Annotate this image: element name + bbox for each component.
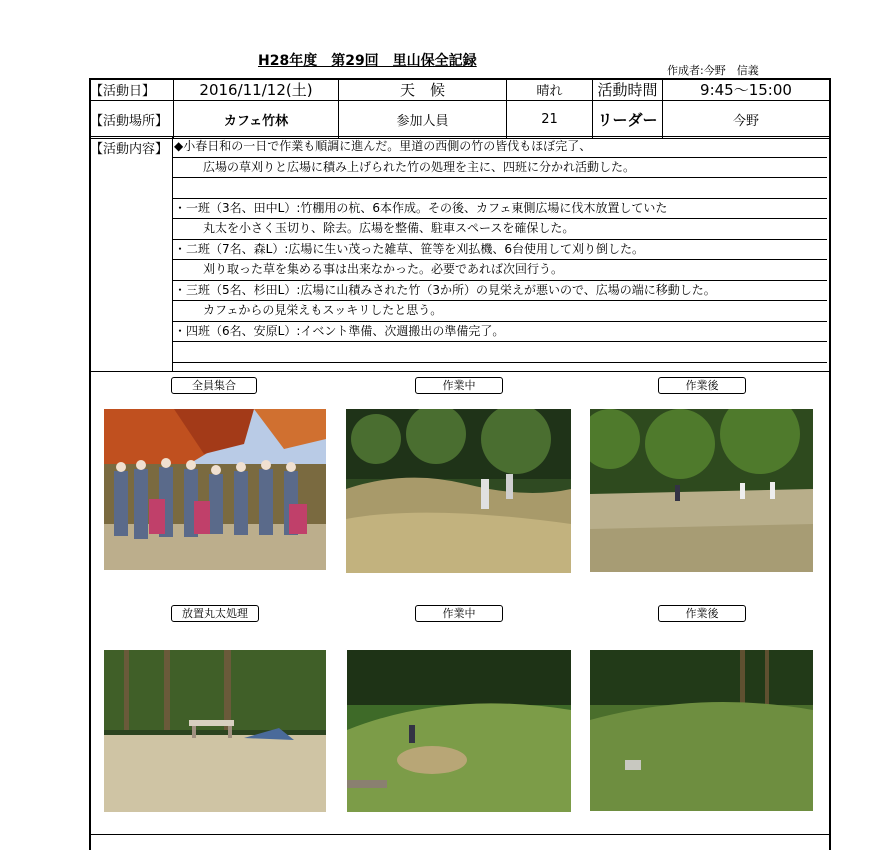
content-line: ・三班（5名、杉田L）:広場に山積みされた竹（3か所）の見栄えが悪いので、広場の端に移動した。: [173, 281, 827, 302]
content-line: ◆小春日和の一日で作業も順調に進んだ。里道の西側の竹の皆伐もほぼ完了、: [173, 137, 827, 158]
content-lines: [173, 137, 827, 382]
photo-caption: 作業中: [415, 377, 503, 394]
weather-value: 晴れ: [507, 79, 593, 101]
author-label: 作成者:今野 信義: [667, 64, 759, 77]
photo-caption: 放置丸太処理: [171, 605, 259, 622]
content-line: 広場の草刈りと広場に積み上げられた竹の処理を主に、四班に分かれ活動した。: [173, 158, 827, 179]
place-label: 【活動場所】: [90, 101, 174, 139]
photo-caption: 作業中: [415, 605, 503, 622]
after-photo: [590, 409, 813, 572]
members-label: 参加人員: [339, 101, 507, 139]
bottom-border: [89, 834, 829, 835]
info-table: [89, 78, 830, 139]
after-photo-2: [590, 650, 813, 811]
time-value: 9:45～15:00: [663, 79, 830, 101]
photo-caption: 全員集合: [171, 377, 257, 394]
content-line: [173, 342, 827, 363]
weather-label: 天 候: [339, 79, 507, 101]
members-value: 21: [507, 101, 593, 139]
work-photo-2: [347, 650, 571, 812]
content-line: ・一班（3名、田中L）:竹棚用の杭、6本作成。その後、カフェ東側広場に伐木放置していた: [173, 199, 827, 220]
content-line: ・二班（7名、森L）:広場に生い茂った雑草、笹等を刈払機、6台使用して刈り倒した。: [173, 240, 827, 261]
photo-caption: 作業後: [658, 377, 746, 394]
photo-caption: 作業後: [658, 605, 746, 622]
date-value: 2016/11/12(土): [174, 79, 339, 101]
leader-value: 今野: [663, 101, 830, 139]
content-line: 刈り取った草を集める事は出来なかった。必要であれば次回行う。: [173, 260, 827, 281]
record-title: H28年度 第29回 里山保全記録: [258, 53, 477, 69]
leader-label: リーダー: [593, 101, 663, 139]
activity-content: [89, 136, 829, 372]
content-label: 【活動内容】: [90, 142, 169, 157]
work-photo: [346, 409, 571, 573]
time-label: 活動時間: [593, 79, 663, 101]
logs-photo: [104, 650, 326, 812]
place-value: カフェ竹林: [174, 101, 339, 139]
content-line: ・四班（6名、安原L）:イベント準備、次週搬出の準備完了。: [173, 322, 827, 343]
content-label-cell: [89, 137, 173, 371]
content-line: 丸太を小さく玉切り、除去。広場を整備、駐車スペースを確保した。: [173, 219, 827, 240]
content-line: [173, 178, 827, 199]
content-line: カフェからの見栄えもスッキリしたと思う。: [173, 301, 827, 322]
group-photo: [104, 409, 326, 570]
date-label: 【活動日】: [90, 79, 174, 101]
